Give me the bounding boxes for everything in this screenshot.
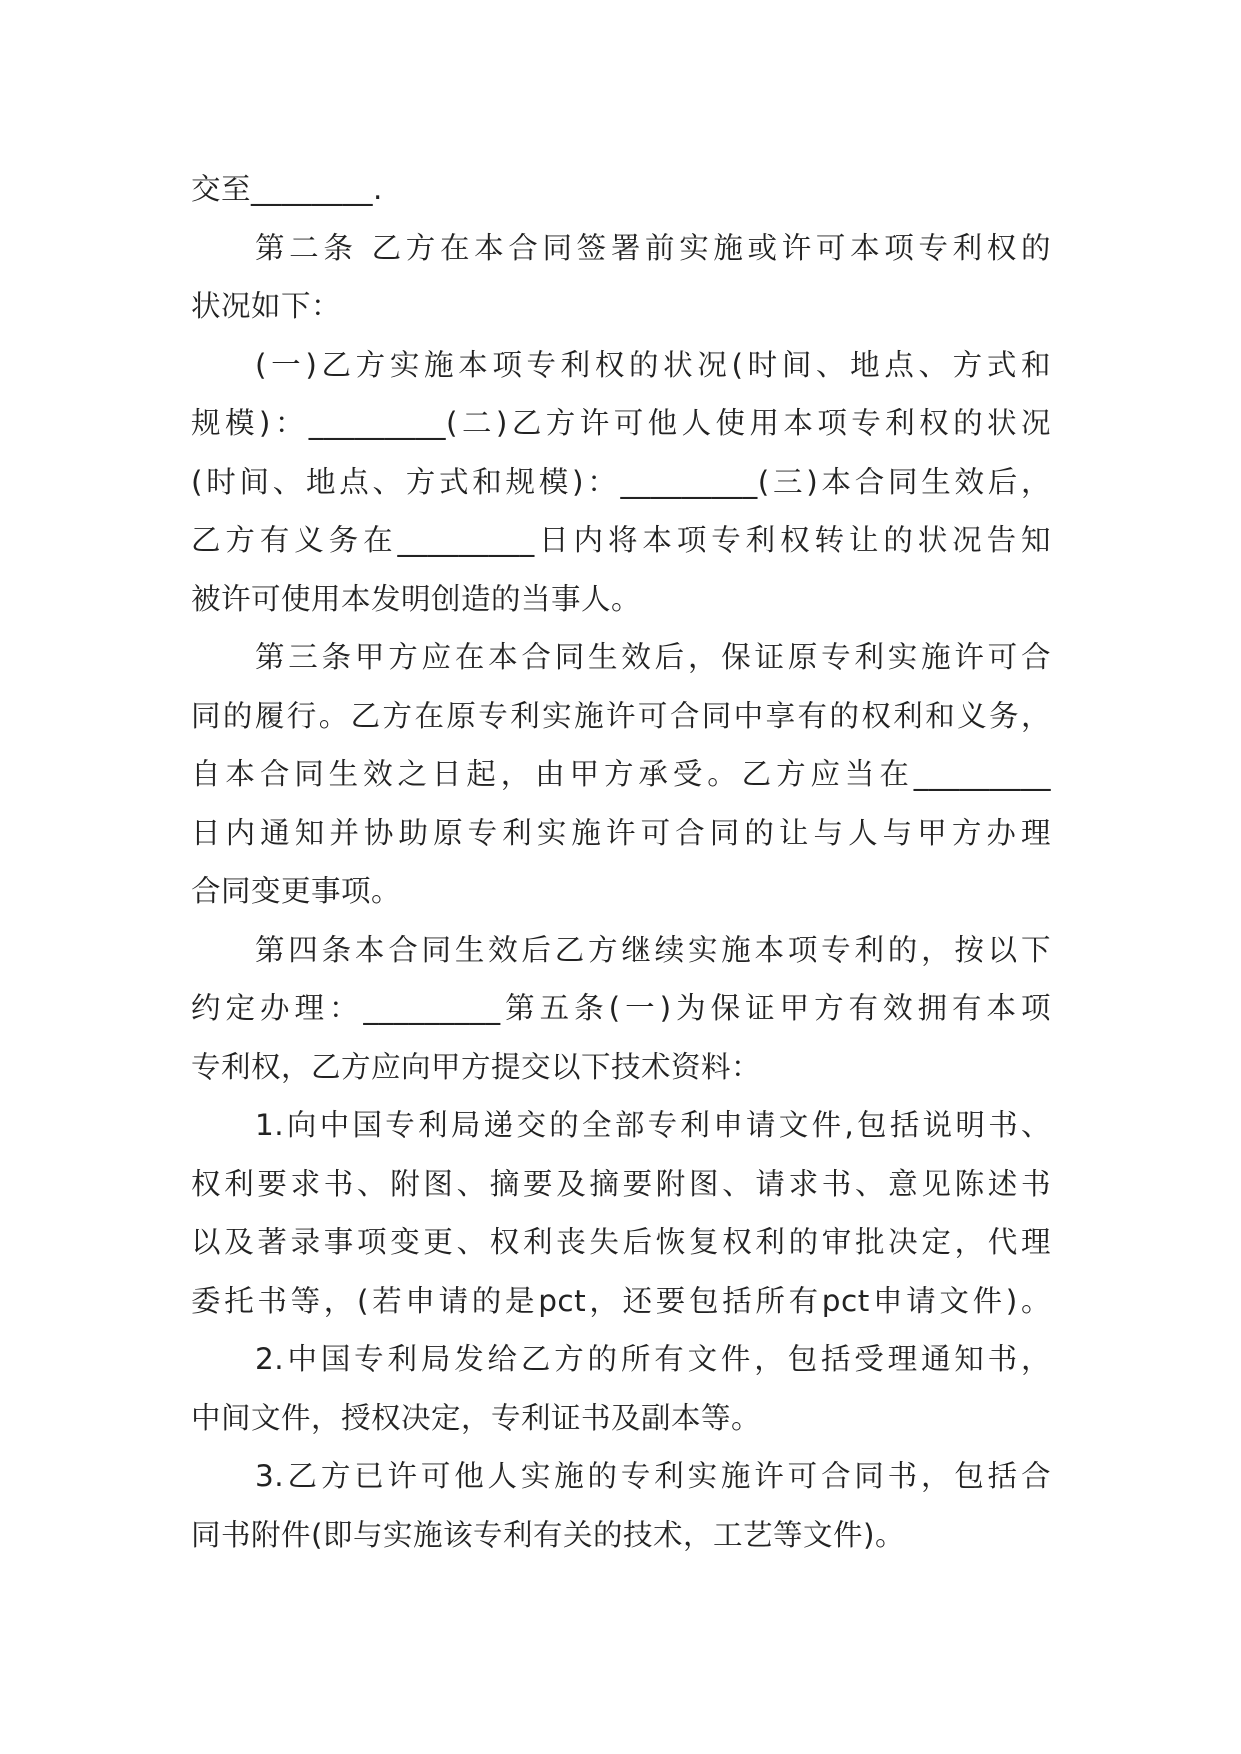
- text-line: 以及著录事项变更、权利丧失后恢复权利的审批决定，代理: [191, 1225, 1051, 1259]
- document-body: [191, 160, 1051, 1564]
- text-line: (一)乙方实施本项专利权的状况(时间、地点、方式和: [255, 347, 1051, 382]
- text-line: 专利权，乙方应向甲方提交以下技术资料：: [191, 1049, 762, 1084]
- text-line: 委托书等，(若申请的是pct，还要包括所有pct申请文件)。: [191, 1283, 1051, 1318]
- list-item-1-line: 1.向中国专利局递交的全部专利申请文件,包括说明书、: [255, 1108, 1051, 1142]
- list-item-2-line: 2.中国专利局发给乙方的所有文件，包括受理通知书，: [255, 1342, 1051, 1376]
- text-line: 同的履行。乙方在原专利实施许可合同中享有的权利和义务，: [191, 698, 1051, 733]
- article-2-heading-line: 第二条 乙方在本合同签署前实施或许可本项专利权的: [255, 230, 1051, 265]
- text-line: 被许可使用本发明创造的当事人。: [191, 581, 642, 616]
- text-line: 同书附件(即与实施该专利有关的技术，工艺等文件)。: [191, 1517, 906, 1552]
- article-4-heading-line: 第四条本合同生效后乙方继续实施本项专利的，按以下: [255, 932, 1051, 967]
- text-line: 中间文件，授权决定，专利证书及副本等。: [191, 1400, 762, 1435]
- text-line: 权利要求书、附图、摘要及摘要附图、请求书、意见陈述书: [191, 1166, 1051, 1201]
- text-line: 交至________.: [191, 172, 383, 206]
- text-line: 乙方有义务在_________日内将本项专利权转让的状况告知: [191, 523, 1051, 557]
- text-line: 状况如下：: [191, 289, 342, 323]
- text-line: 日内通知并协助原专利实施许可合同的让与人与甲方办理: [191, 815, 1051, 850]
- article-3-heading-line: 第三条甲方应在本合同生效后，保证原专利实施许可合: [255, 640, 1051, 674]
- text-line: (时间、地点、方式和规模)：_________(三)本合同生效后，: [191, 464, 1051, 499]
- text-line: 规模)：_________(二)乙方许可他人使用本项专利权的状况: [191, 406, 1051, 440]
- text-line: 合同变更事项。: [191, 874, 402, 908]
- list-item-3-line: 3.乙方已许可他人实施的专利实施许可合同书，包括合: [255, 1459, 1051, 1493]
- text-line: 约定办理：_________第五条(一)为保证甲方有效拥有本项: [191, 991, 1051, 1025]
- text-line: 自本合同生效之日起，由甲方承受。乙方应当在_________: [191, 757, 1051, 791]
